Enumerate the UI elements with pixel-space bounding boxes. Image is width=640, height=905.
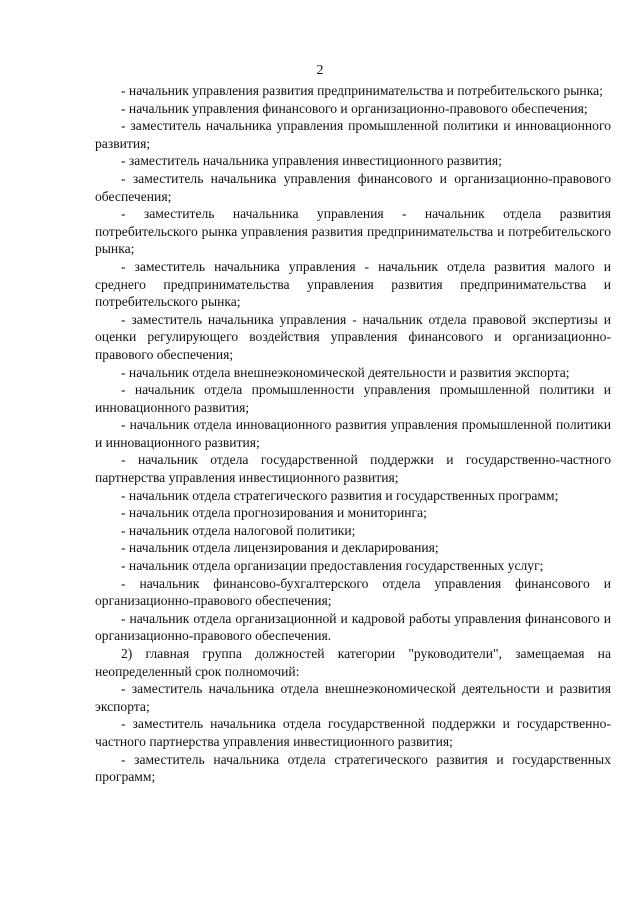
list-item-head-state-support: - начальник отдела государственной поддержки и государственно-частного партнерства управления инвестиционного развития;	[95, 452, 611, 486]
list-item-head-foreign-trade: - начальник отдела внешнеэкономической деятельности и развития экспорта;	[121, 364, 570, 380]
list-item-head-industry: - начальник отдела промышленности управления промышленной политики и инновационного развития;	[95, 382, 611, 415]
list-item-deputy-investment: - заместитель начальника управления инвестиционного развития;	[121, 153, 502, 169]
list-item-head-tax: - начальник отдела налоговой политики;	[121, 522, 356, 538]
list-item-deputy-head-strategic: - заместитель начальника отдела стратегического развития и государственных программ;	[95, 751, 611, 785]
section-heading-main-group: 2) главная группа должностей категории "руководители", замещаемая на неопределенный срок полномочий:	[95, 646, 611, 679]
list-item-deputy-consumer-market: - заместитель начальника управления - начальник отдела развития потребительского рынка управления развития предпринимательства и потребительского рынка;	[95, 206, 611, 257]
list-item-deputy-finance: - заместитель начальника управления финансового и организационно-правового обеспечения;	[95, 170, 611, 204]
list-item-head-hr: - начальник отдела организационной и кадровой работы управления финансового и организационно-правового обеспечения.	[95, 610, 611, 644]
document-body	[95, 82, 611, 786]
page-number: 2	[316, 63, 324, 78]
list-item-deputy-head-foreign-trade: - заместитель начальника отдела внешнеэкономической деятельности и развития экспорта;	[95, 681, 611, 714]
list-item-head-entrepreneurship-dept: - начальник управления развития предпринимательства и потребительского рынка;	[121, 83, 603, 98]
list-item-deputy-legal-expertise: - заместитель начальника управления - начальник отдела правовой экспертизы и оценки регулирующего воздействия управления финансового и организационно-правового обеспечения;	[95, 311, 611, 362]
list-item-head-public-services: - начальник отдела организации предоставления государственных услуг;	[121, 558, 544, 574]
list-item-head-accounting: - начальник финансово-бухгалтерского отдела управления финансового и организационно-правового обеспечения;	[95, 575, 611, 609]
list-item-head-licensing: - начальник отдела лицензирования и декларирования;	[121, 540, 439, 556]
list-item-head-finance-dept: - начальник управления финансового и организационно-правового обеспечения;	[121, 100, 588, 116]
list-item-head-strategic: - начальник отдела стратегического развития и государственных программ;	[121, 487, 559, 503]
list-item-deputy-head-state-support: - заместитель начальника отдела государственной поддержки и государственно-частного партнерства управления инвестиционного развития;	[95, 716, 611, 749]
list-item-head-forecasting: - начальник отдела прогнозирования и мониторинга;	[121, 505, 427, 521]
list-item-deputy-industrial-policy: - заместитель начальника управления промышленной политики и инновационного развития;	[95, 118, 611, 151]
list-item-head-innovation: - начальник отдела инновационного развития управления промышленной политики и инновационного развития;	[95, 417, 611, 450]
list-item-deputy-small-business: - заместитель начальника управления - начальник отдела развития малого и среднего предпринимательства управления развития предпринимательства и потребительского рынка;	[95, 258, 611, 310]
